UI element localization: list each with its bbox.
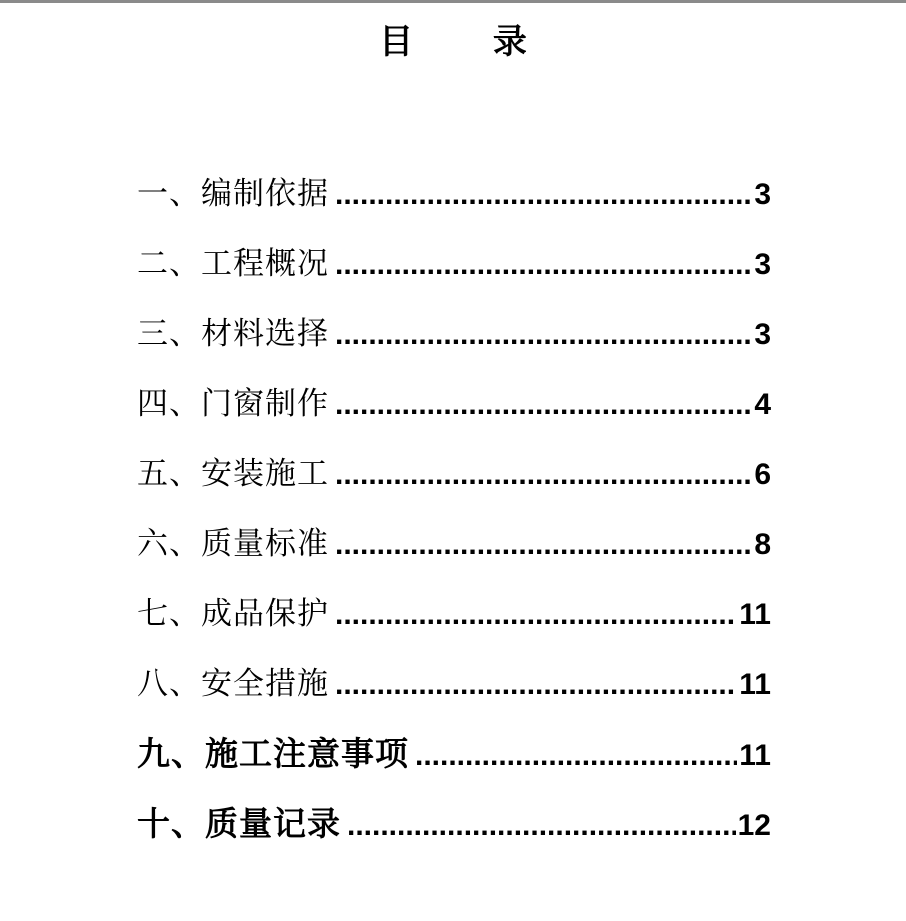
toc-entry-label: 二、工程概况 [137,246,329,282]
toc-entry-label: 三、材料选择 [137,316,329,352]
toc-entry[interactable] [137,238,771,308]
toc-page-number: 12 [737,809,771,842]
toc-dot-leader [335,519,752,571]
toc-entry-label: 四、门窗制作 [137,386,329,422]
toc-page-number: 8 [754,528,771,561]
toc-entry[interactable] [137,798,771,868]
toc-entry-label: 七、成品保护 [137,596,329,632]
toc-entry-label: 五、安装施工 [137,456,329,492]
toc-page-number: 6 [754,458,771,491]
toc-dot-leader [335,379,752,431]
toc-entry[interactable] [137,728,771,798]
toc-entry[interactable] [137,588,771,658]
toc-dot-leader [335,449,752,501]
toc-entry[interactable] [137,448,771,518]
toc-dot-leader [335,239,752,291]
toc-dot-leader [335,309,752,361]
toc-entry-label: 十、质量记录 [137,804,341,843]
toc-entry[interactable] [137,518,771,588]
table-of-contents [137,168,771,868]
toc-dot-leader [335,589,737,641]
toc-page-number: 11 [739,668,771,701]
toc-page-number: 4 [754,388,771,421]
toc-entry-label: 六、质量标准 [137,526,329,562]
toc-entry[interactable] [137,658,771,728]
toc-page-number: 3 [754,178,771,211]
toc-dot-leader [415,730,737,782]
page-title: 目 录 [379,22,561,62]
top-border-line [0,0,906,3]
toc-entry[interactable] [137,378,771,448]
toc-entry[interactable] [137,308,771,378]
toc-dot-leader [335,169,752,221]
toc-page-number: 3 [754,248,771,281]
toc-entry-label: 一、编制依据 [137,176,329,212]
toc-entry-label: 八、安全措施 [137,666,329,702]
toc-page-number: 11 [739,598,771,631]
toc-entry[interactable] [137,168,771,238]
toc-page-number: 3 [754,318,771,351]
toc-dot-leader [347,800,736,852]
toc-page-number: 11 [739,739,771,772]
toc-dot-leader [335,659,737,711]
toc-entry-label: 九、施工注意事项 [137,734,409,773]
